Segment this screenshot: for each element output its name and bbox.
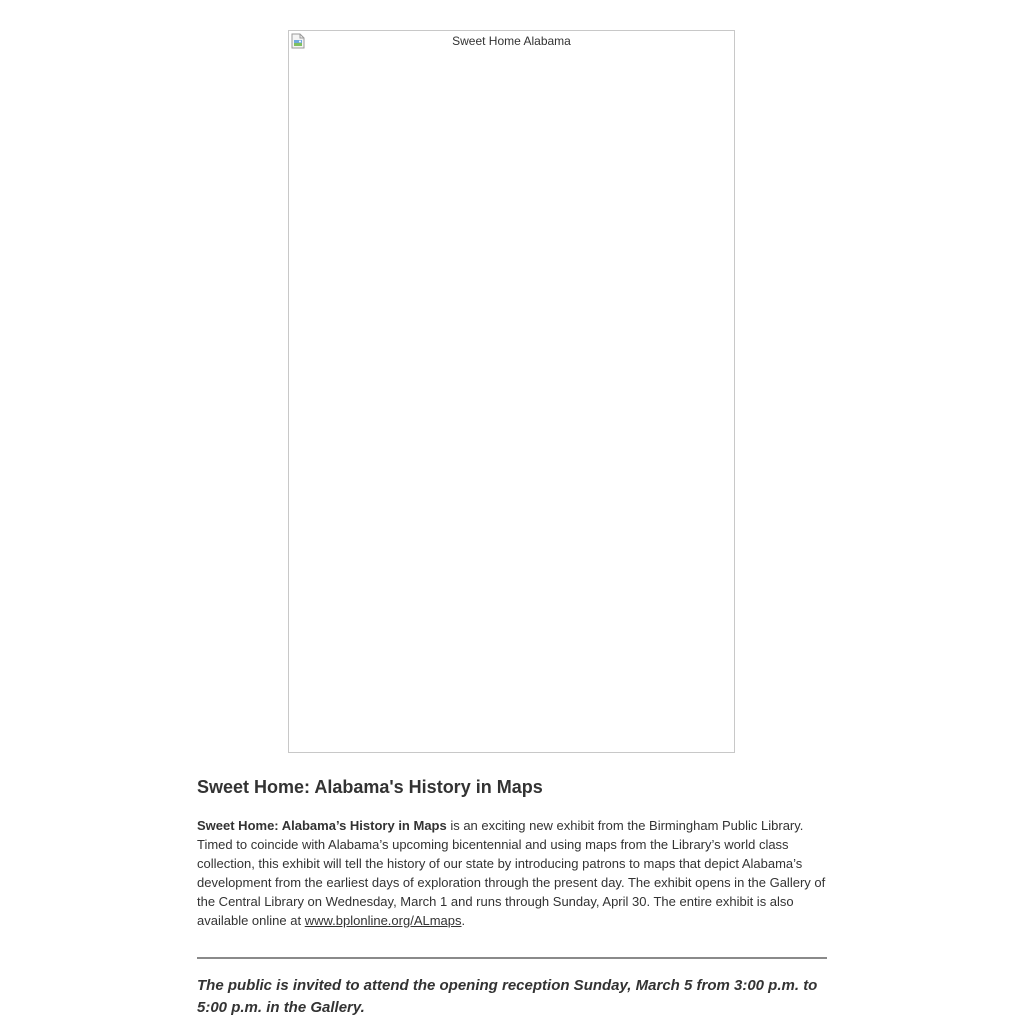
image-alt-text: Sweet Home Alabama — [452, 34, 571, 48]
exhibit-link[interactable]: www.bplonline.org/ALmaps — [304, 913, 462, 928]
body-text-end: . — [461, 913, 466, 928]
section-divider — [197, 957, 827, 959]
article-body — [197, 816, 827, 930]
body-text-part1: is an exciting new exhibit from the Birmingham Public Library. Timed to coincide with Alabama’s upcoming bicentennial and using maps from the Library’s world class collection, this exhibit will tell the history of our state by introducing patrons to maps that depict Alabama’s development from the earliest days of exploration through the present day. The exhibit opens in the Gallery of the Central Library on Wednesday, March 1 and runs through Sunday, April 30. The entire exhibit is also available online at — [197, 818, 826, 928]
reception-invite: The public is invited to attend the opening reception Sunday, March 5 from 3:00 p.m. to 5:00 p.m. in the Gallery. — [197, 977, 818, 1016]
exhibit-name: Sweet Home: Alabama’s History in Maps — [197, 818, 447, 833]
hero-image-placeholder — [288, 30, 735, 753]
article — [197, 774, 827, 1019]
article-title: Sweet Home: Alabama's History in Maps — [197, 777, 543, 797]
